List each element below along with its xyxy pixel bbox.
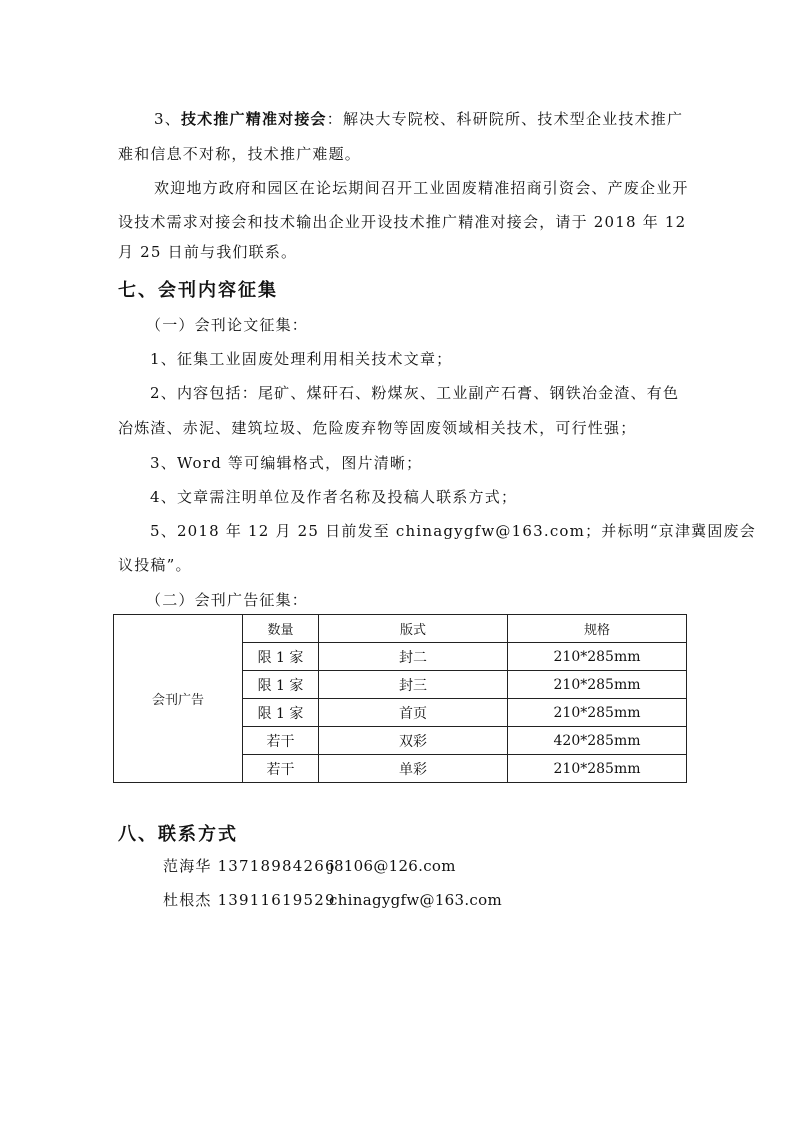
welcome-line-3: 月 25 日前与我们联系。 [118, 243, 298, 261]
table-header-row [114, 615, 687, 643]
section-8-heading: 八、联系方式 [118, 824, 238, 845]
section-7-item-3: 3、Word 等可编辑格式，图片清晰； [150, 454, 423, 472]
cell-format: 双彩 [319, 727, 508, 755]
ads-table [113, 614, 687, 783]
item-3-line-2: 难和信息不对称，技术推广难题。 [118, 145, 362, 163]
contact-2-email: chinagygfw@163.com [329, 891, 502, 909]
item-3-text: ：解决大专院校、科研院所、技术型企业技术推广 [326, 110, 684, 128]
section-7-sub2: （二）会刊广告征集： [146, 591, 309, 609]
section-7-item-5-cont: 议投稿”。 [118, 556, 192, 574]
item-3-title: 技术推广精准对接会 [180, 110, 327, 128]
contact-1-email: j8106@126.com [329, 857, 456, 875]
cell-quantity: 限 1 家 [243, 699, 319, 727]
cell-spec: 210*285mm [508, 671, 687, 699]
header-format: 版式 [319, 615, 508, 643]
welcome-line-2: 设技术需求对接会和技术输出企业开设技术推广精准对接会，请于 2018 年 12 [118, 213, 687, 231]
cell-quantity: 若干 [243, 755, 319, 783]
section-7-item-5: 5、2018 年 12 月 25 日前发至 chinagygfw@163.com；并标明“京津冀固废会 [150, 522, 756, 540]
header-spec: 规格 [508, 615, 687, 643]
cell-format: 封二 [319, 643, 508, 671]
cell-format: 单彩 [319, 755, 508, 783]
section-7-item-2-cont: 冶炼渣、赤泥、建筑垃圾、危险废弃物等固废领域相关技术，可行性强； [118, 419, 637, 437]
section-7-item-2: 2、内容包括：尾矿、煤矸石、粉煤灰、工业副产石膏、钢铁冶金渣、有色 [150, 384, 680, 402]
cell-spec: 210*285mm [508, 643, 687, 671]
cell-format: 首页 [319, 699, 508, 727]
cell-format: 封三 [319, 671, 508, 699]
cell-spec: 210*285mm [508, 755, 687, 783]
contact-1-name-phone: 范海华 13718984266 [163, 857, 336, 875]
header-quantity: 数量 [243, 615, 319, 643]
section-7-item-1: 1、征集工业固废处理利用相关技术文章； [150, 350, 453, 368]
cell-spec: 420*285mm [508, 727, 687, 755]
welcome-line-1: 欢迎地方政府和园区在论坛期间召开工业固废精准招商引资会、产废企业开 [154, 179, 689, 197]
cell-quantity: 限 1 家 [243, 671, 319, 699]
section-7-sub1: （一）会刊论文征集： [146, 316, 309, 334]
cell-quantity: 若干 [243, 727, 319, 755]
item-3-prefix: 3、 [154, 110, 181, 128]
item-3-line-1 [154, 112, 683, 127]
cell-quantity: 限 1 家 [243, 643, 319, 671]
table-row-label: 会刊广告 [114, 615, 243, 783]
cell-spec: 210*285mm [508, 699, 687, 727]
contact-2-name-phone: 杜根杰 13911619529 [163, 891, 336, 909]
section-7-heading: 七、会刊内容征集 [118, 280, 278, 301]
section-7-item-4: 4、文章需注明单位及作者名称及投稿人联系方式； [150, 488, 518, 506]
